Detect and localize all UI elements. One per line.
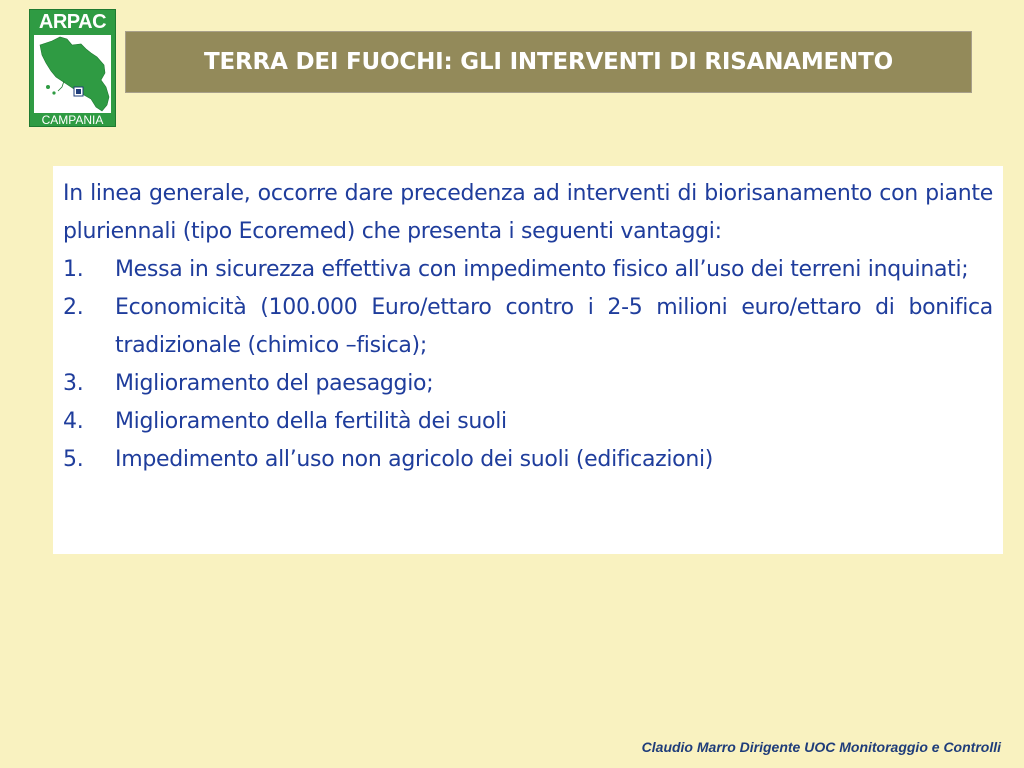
list-item-text: Messa in sicurezza effettiva con impedimento fisico all’uso dei terreni inquinati; (115, 257, 969, 282)
list-item (63, 365, 993, 403)
list-item-text: Miglioramento del paesaggio; (115, 371, 434, 396)
page-title: TERRA DEI FUOCHI: GLI INTERVENTI DI RISANAMENTO (204, 49, 893, 75)
arpac-logo (29, 9, 116, 127)
logo-top-text: ARPAC (38, 11, 107, 33)
list-item-number: 3. (63, 371, 84, 396)
list-item (63, 289, 993, 365)
intro-paragraph: In linea generale, occorre dare precedenza ad interventi di biorisanamento con piante pluriennali (tipo Ecoremed) che presenta i seguenti vantaggi: (63, 181, 993, 244)
logo-subtitle: Agenzia Regionale Protezione Ambientale (44, 109, 101, 113)
title-bar (125, 31, 972, 93)
list-item-text: Impedimento all’uso non agricolo dei suoli (edificazioni) (115, 447, 714, 472)
footer-author: Claudio Marro Dirigente UOC Monitoraggio e Controlli (641, 739, 1001, 755)
list-item (63, 403, 993, 441)
campania-map-icon (34, 35, 111, 113)
list-item-number: 2. (63, 295, 84, 320)
list-item-number: 5. (63, 447, 84, 472)
advantages-list (63, 251, 993, 479)
list-item-number: 1. (63, 257, 84, 282)
list-item-text: Miglioramento della fertilità dei suoli (115, 409, 507, 434)
list-item (63, 441, 993, 479)
campania-map-graphic (34, 35, 111, 113)
logo-bottom-text: CAMPANIA (41, 113, 104, 127)
content-box (53, 166, 1003, 554)
list-item-number: 4. (63, 409, 84, 434)
list-item (63, 251, 993, 289)
list-item-text: Economicità (100.000 Euro/ettaro contro i 2-5 milioni euro/ettaro di bonifica tradizionale (chimico –fisica); (115, 295, 993, 358)
